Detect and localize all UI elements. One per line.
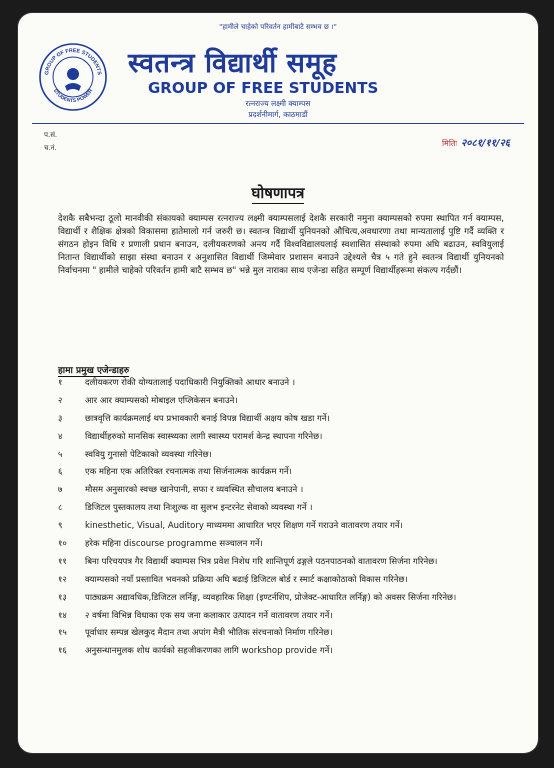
item-number: ८: [58, 503, 63, 514]
list-item: [58, 645, 516, 658]
item-text: आर आर क्याम्पसको मोबाइल एप्लिकेसन बनाउने।: [85, 395, 238, 406]
item-number: ३: [58, 413, 63, 424]
item-text: दलीयकरण रोकी योग्यतालाई पदाधिकारी नियुक्तिको आधार बनाउने ।: [85, 378, 296, 388]
item-text: विद्यार्थीहरुको मानसिक स्वास्थ्यका लागी स्वास्थ्य परामर्श केन्द्र स्थापना गरिनेछ।: [85, 431, 323, 442]
item-text: हरेक महिना discourse programme सञ्चालन गर्ने।: [85, 539, 263, 550]
item-number: ५: [58, 449, 63, 460]
list-item: [58, 431, 516, 444]
item-number: ६: [58, 467, 63, 478]
list-item: [58, 449, 516, 462]
letterhead-document: [18, 13, 538, 753]
address: प्रदर्शनीमार्ग, काठमाडौं: [248, 110, 308, 119]
item-text: पूर्वाधार सम्पन्न खेलकुद मैदान तथा अपांग मैत्री भौतिक संरचनाको निर्माण गरिनेछ।: [85, 628, 333, 639]
campus-name: रत्नराज्य लक्ष्मी क्याम्पस: [245, 99, 311, 108]
item-number: १: [58, 378, 63, 388]
list-item: [58, 466, 516, 479]
agenda-list: [58, 377, 516, 663]
reference-number-label: प.सं.: [44, 131, 58, 139]
list-item: [58, 592, 516, 605]
title-english: GROUP OF FREE STUDENTS: [148, 79, 379, 97]
item-number: १२: [58, 574, 67, 585]
list-item: [58, 574, 516, 587]
item-number: १०: [58, 539, 67, 550]
list-item: [58, 538, 516, 551]
item-text: छात्रवृत्ति कार्यक्रमलाई थप प्रभावकारी बनाई विपन्न विद्यार्थी अक्षय कोष खडा गर्ने।: [85, 413, 330, 424]
document-heading: घोषणापत्र: [251, 184, 305, 202]
list-item: [58, 627, 516, 640]
intro-paragraph: देशकै सबैभन्दा ठूलो मानवीकी संकायको क्याम्पस रत्नराज्य लक्ष्मी क्याम्पसलाई देशकै सरकारी नमुना क्याम्पसको रुपमा स्थापित गर्न क्याम्पस, विद्यार्थी र शैक्षिक क्षेत्रको विकासमा हातेमालो गर्न जरुरी छ। स्वतन्त्र विद्यार्थी युनियनको औचित्य,अवधारणा तथा मान्यतालाई पुष्टि गर्दै व्यक्ति र संगठन होइन विधि र प्रणाली प्रधान बनाउन, दलीयकरणको अन्त्य गर्दै विश्वविद्यालयलाई स्वशासित संस्थाको रुपमा अघि बढाउन, स्ववियुलाई नितान्त विद्यार्थीको साझा संस्था बनाउन र अनुशासित विद्यार्थी जिम्मेवार प्रशासन बनाउने उद्देश्यले चैत्र ५ गते हुने स्वतन्त्र विद्यार्थी युनियनको निर्वाचनमा " हामीले चाहेको परिवर्तन हामी बाटै सम्भव छ" भन्ने मुल नाराका साथ एजेन्डा सहित सम्पूर्ण विद्यार्थीहरूमा संकल्प गर्दछौं।: [58, 214, 504, 276]
agenda-title: हामा प्रमुख एजेन्डाहरु: [58, 366, 130, 376]
list-item: [58, 610, 516, 623]
logo-text-bottom: STUDENTS POWER: [51, 88, 95, 105]
date-field: [442, 135, 510, 149]
date-label: मितिः: [441, 139, 458, 148]
list-item: [58, 502, 516, 515]
list-item: [58, 377, 516, 390]
date-value: २०८१/११/२६: [461, 138, 510, 149]
list-item: [58, 556, 516, 569]
item-text: एक महिना एक अतिरिक्त रचनात्मक तथा सिर्जनात्मक कार्यक्रम गर्ने।: [85, 467, 292, 478]
item-text: बिना परिचयपत्र गैर विद्यार्थी क्याम्पस भित्र प्रवेश निशेध गरि शान्तिपूर्ण ढङ्गले पठनपाठनको वातावरण सिर्जना गरिनेछ।: [85, 556, 438, 567]
item-number: १५: [58, 628, 67, 639]
item-text: kinesthetic, Visual, Auditory माध्यममा आधारित भएर शिक्षण गर्ने गराउने वातावरण तयार गर्ने।: [85, 521, 403, 532]
item-text: डिजिटल पुस्तकालय तथा निःशुल्क वा सुलभ इन्टरनेट सेवाको व्यवस्था गर्ने ।: [85, 503, 313, 514]
title-nepali: स्वतन्त्र विद्यार्थी समूह: [128, 48, 337, 79]
item-text: २ वर्षमा विभिन्न विधाका एक सय जना कलाकार उत्पादन गर्ने वातावरण तयार गर्ने।: [85, 610, 333, 621]
list-item: [58, 395, 516, 408]
item-number: १४: [58, 610, 67, 621]
item-text: मौसम अनुसारको स्वच्छ खानेपानी, सफा र व्यवस्थित सौचालय बनाउने ।: [85, 485, 304, 496]
header-divider: [32, 123, 524, 124]
item-number: १६: [58, 646, 67, 657]
list-item: [58, 413, 516, 426]
dispatch-number-label: च.नं.: [44, 144, 57, 152]
item-number: ९: [58, 521, 63, 532]
slogan: "हामीले चाहेको परिवर्तन हामीबाटै सम्भव छ ।": [219, 23, 337, 31]
item-number: ४: [58, 431, 63, 442]
list-item: [58, 484, 516, 497]
item-text: स्ववियु गुनासो पेटिकाको व्यवस्था गरिनेछ।: [85, 449, 212, 460]
logo-text-top: GROUP OF FREE STUDENTS: [44, 47, 102, 76]
item-number: २: [58, 395, 63, 406]
item-text: क्याम्पसको नयाँ प्रस्तावित भवनको प्रक्रिया अघि बढाई डिजिटल बोर्ड र स्मार्ट कक्षाकोठाको विकास गरिनेछ।: [85, 574, 408, 585]
list-item: [58, 520, 516, 533]
item-number: १३: [58, 592, 67, 603]
item-number: ७: [58, 485, 63, 496]
item-number: ११: [58, 556, 67, 567]
item-text: अनुसन्धानमुलक शोध कार्यको सहजीकरणका लागि workshop provide गर्ने।: [85, 646, 333, 657]
item-text: पाठ्यक्रम अद्यावधिक,डिजिटल लर्निङ्ग, व्यवहारिक शिक्षा (इण्टर्नशिप, प्रोजेक्ट-आधारित लर्निङ्ग) को अवसर सिर्जना गरिनेछ।: [85, 592, 457, 603]
